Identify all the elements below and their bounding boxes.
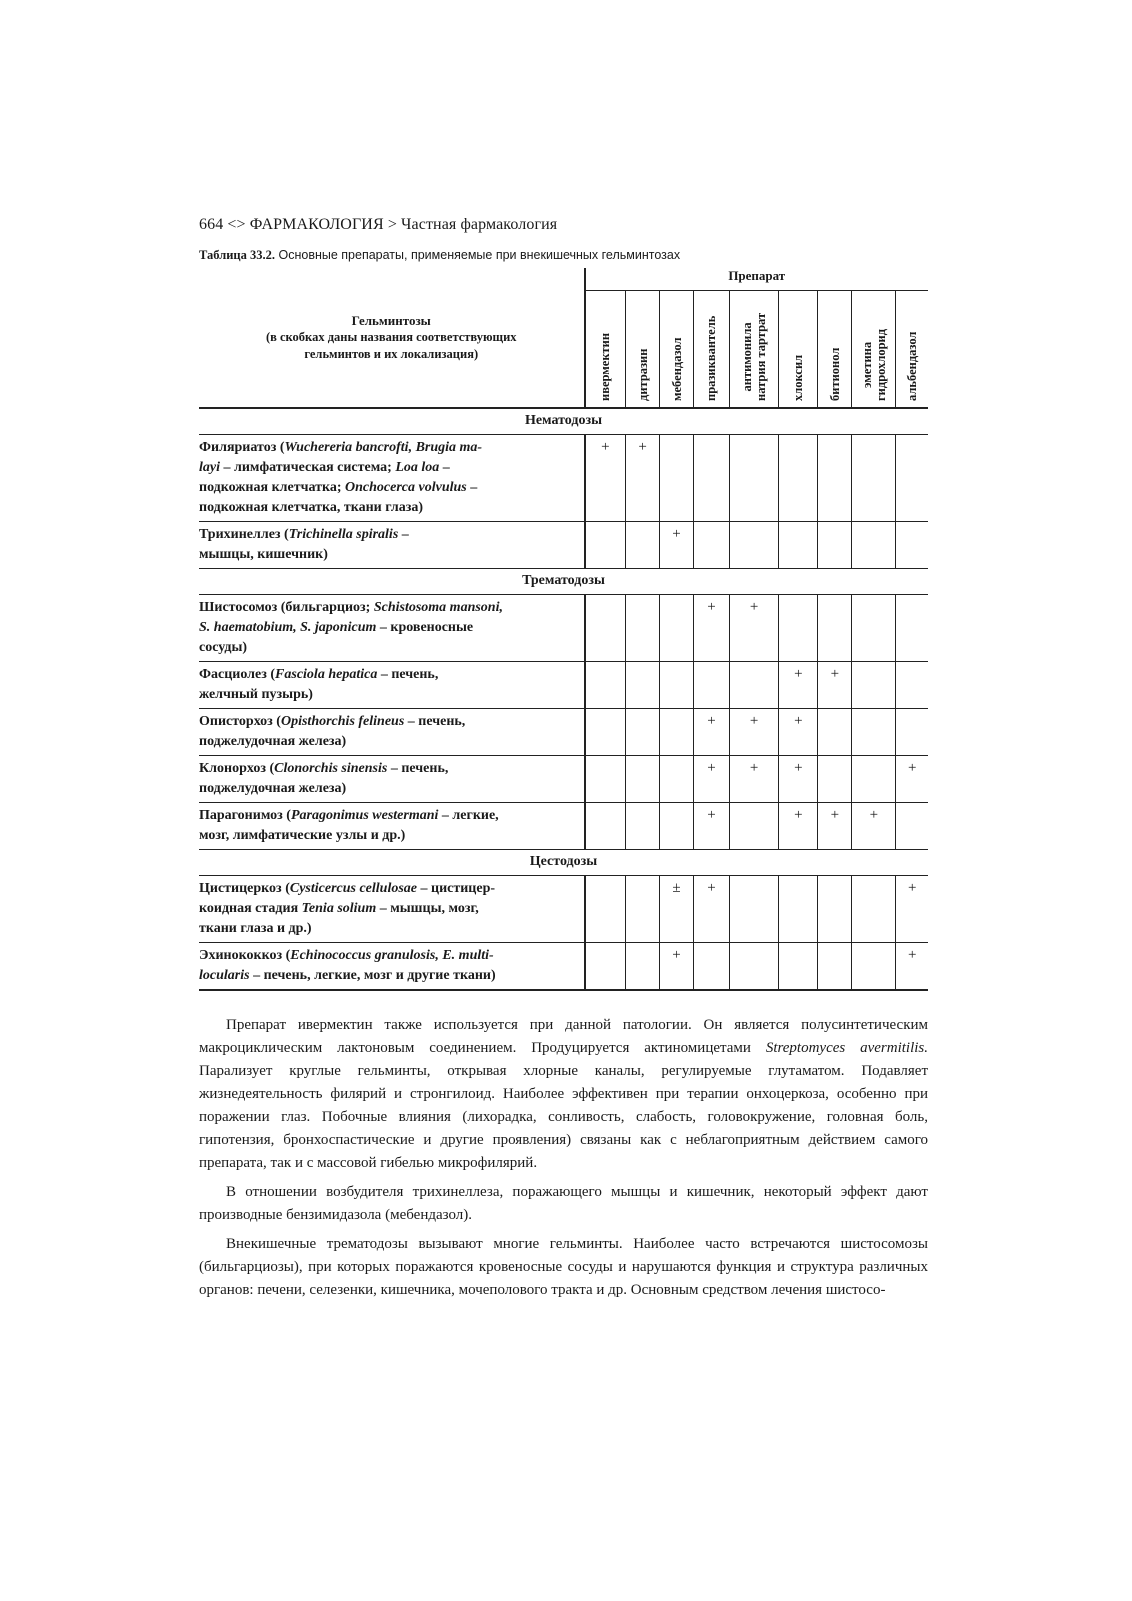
table-row bbox=[199, 435, 928, 522]
helminthoses-header-line2: (в скобках даны названия соответствующих bbox=[265, 330, 517, 344]
helminthosis-name: Парагонимоз (Paragonimus westermani – легкие, мозг, лимфатические узлы и др.) bbox=[199, 803, 585, 850]
drug-mark-cell: + bbox=[693, 803, 729, 850]
helminthosis-name: Цистицеркоз (Cysticercus cellulosae – цистицер- коидная стадия Tenia solium – мышцы, мозг, ткани глаза и др.) bbox=[199, 876, 585, 943]
table-caption-label: Таблица 33.2. bbox=[199, 248, 276, 262]
drug-mark-cell bbox=[585, 595, 626, 662]
drug-mark-cell bbox=[660, 435, 694, 522]
drug-mark-cell bbox=[660, 662, 694, 709]
drug-mark-cell bbox=[779, 943, 818, 991]
table-caption-text: Основные препараты, применяемые при внекишечных гельминтозах bbox=[278, 248, 681, 262]
drug-name: эметина гидрохлорид bbox=[859, 328, 888, 401]
drug-mark-cell bbox=[818, 756, 852, 803]
drug-mark-cell bbox=[896, 435, 928, 522]
drug-mark-cell: + bbox=[693, 876, 729, 943]
drug-mark-cell bbox=[693, 943, 729, 991]
helminthosis-name: Шистосомоз (бильгарциоз; Schistosoma mansoni, S. haematobium, S. japonicum – кровеносные сосуды) bbox=[199, 595, 585, 662]
drug-mark-cell: + bbox=[818, 803, 852, 850]
drug-mark-cell: ± bbox=[660, 876, 694, 943]
drug-mark-cell bbox=[852, 595, 896, 662]
body-paragraph: В отношении возбудителя трихинеллеза, поражающего мышцы и кишечник, некоторый эффект дают производные бензимидазола (мебендазол). bbox=[199, 1184, 928, 1223]
running-header: 664 <> ФАРМАКОЛОГИЯ > Частная фармакология bbox=[199, 216, 558, 233]
helminthoses-header-line1: Гельминтозы bbox=[351, 313, 431, 328]
drug-mark-cell bbox=[852, 662, 896, 709]
drug-name: альбендазол bbox=[905, 331, 920, 401]
drug-mark-cell bbox=[852, 709, 896, 756]
drug-mark-cell bbox=[626, 756, 660, 803]
drug-mark-cell bbox=[585, 943, 626, 991]
drug-mark-cell bbox=[585, 803, 626, 850]
table-row bbox=[199, 522, 928, 569]
drug-mark-cell bbox=[660, 756, 694, 803]
drug-column-header bbox=[779, 291, 818, 409]
drug-mark-cell bbox=[693, 435, 729, 522]
drug-mark-cell: + bbox=[693, 756, 729, 803]
drug-mark-cell: + bbox=[779, 662, 818, 709]
drug-column-header bbox=[852, 291, 896, 409]
helminthosis-name: Клонорхоз (Clonorchis sinensis – печень, поджелудочная железа) bbox=[199, 756, 585, 803]
drug-mark-cell bbox=[626, 522, 660, 569]
table-row bbox=[199, 662, 928, 709]
drug-mark-cell bbox=[779, 522, 818, 569]
drug-mark-cell bbox=[729, 803, 778, 850]
drug-mark-cell bbox=[585, 876, 626, 943]
drug-mark-cell bbox=[729, 662, 778, 709]
drug-mark-cell: + bbox=[779, 709, 818, 756]
drug-mark-cell: + bbox=[660, 943, 694, 991]
section-title: Цестодозы bbox=[199, 850, 928, 876]
drug-mark-cell bbox=[818, 595, 852, 662]
drug-mark-cell bbox=[896, 803, 928, 850]
drug-mark-cell: + bbox=[729, 709, 778, 756]
drugs-table bbox=[199, 268, 928, 991]
drug-mark-cell bbox=[729, 943, 778, 991]
drug-mark-cell bbox=[852, 522, 896, 569]
drug-column-header bbox=[626, 291, 660, 409]
table-row bbox=[199, 756, 928, 803]
drug-mark-cell bbox=[852, 435, 896, 522]
drug-column-header bbox=[660, 291, 694, 409]
drug-mark-cell bbox=[818, 435, 852, 522]
body-text bbox=[199, 1014, 928, 1302]
drug-name: хлоксил bbox=[791, 354, 806, 401]
drug-mark-cell: + bbox=[818, 662, 852, 709]
drug-column-header bbox=[585, 291, 626, 409]
drug-mark-cell bbox=[896, 662, 928, 709]
drug-column-header bbox=[896, 291, 928, 409]
drug-column-header bbox=[818, 291, 852, 409]
drug-mark-cell bbox=[729, 435, 778, 522]
drug-mark-cell bbox=[779, 595, 818, 662]
drug-mark-cell bbox=[779, 435, 818, 522]
drug-mark-cell bbox=[626, 943, 660, 991]
helminthoses-header bbox=[199, 268, 585, 408]
drug-mark-cell bbox=[660, 595, 694, 662]
drug-mark-cell bbox=[693, 522, 729, 569]
table-row bbox=[199, 709, 928, 756]
drug-mark-cell bbox=[626, 662, 660, 709]
helminthosis-name: Трихинеллез (Trichinella spiralis – мышцы, кишечник) bbox=[199, 522, 585, 569]
helminthosis-name: Эхинококкоз (Echinococcus granulosis, E. multi- locularis – печень, легкие, мозг и другие ткани) bbox=[199, 943, 585, 991]
drug-mark-cell bbox=[693, 662, 729, 709]
table-caption bbox=[199, 248, 680, 263]
drug-mark-cell bbox=[818, 943, 852, 991]
drug-mark-cell: + bbox=[626, 435, 660, 522]
drug-mark-cell: + bbox=[585, 435, 626, 522]
drug-mark-cell: + bbox=[779, 803, 818, 850]
section-title: Нематодозы bbox=[199, 408, 928, 435]
drug-mark-cell bbox=[852, 943, 896, 991]
drug-mark-cell bbox=[852, 756, 896, 803]
table-row bbox=[199, 943, 928, 991]
drug-name: битионол bbox=[827, 347, 842, 401]
drug-mark-cell bbox=[818, 876, 852, 943]
drug-mark-cell bbox=[818, 709, 852, 756]
body-paragraph: Препарат ивермектин также используется при данной патологии. Он является полусинтетическим макроциклическим лактоновым соединением. Продуцируется актиномицетами Streptomyces avermitilis. Парализует круглые гельминты, открывая хлорные каналы, регулируемые глутаматом. Подавляет жизнедеятельность филярий и стронгилоид. Наиболее эффективен при терапии онхоцеркоза, особенно при поражении глаз. Побочные влияния (лихорадка, сонливость, слабость, головокружение, головная боль, гипотензия, бронхоспастические и другие проявления) связаны как с неблагоприятным действием самого препарата, так и с массовой гибелью микрофилярий. bbox=[199, 1017, 929, 1171]
drug-mark-cell: + bbox=[729, 756, 778, 803]
drug-mark-cell: + bbox=[693, 595, 729, 662]
drug-mark-cell bbox=[585, 756, 626, 803]
section-title: Трематодозы bbox=[199, 569, 928, 595]
drug-name: мебендазол bbox=[669, 337, 684, 401]
drug-mark-cell bbox=[852, 876, 896, 943]
drug-mark-cell: + bbox=[729, 595, 778, 662]
drug-mark-cell: + bbox=[896, 876, 928, 943]
drug-name: празиквантель bbox=[704, 315, 719, 401]
drug-mark-cell bbox=[585, 522, 626, 569]
drug-mark-cell bbox=[660, 803, 694, 850]
drug-mark-cell bbox=[660, 709, 694, 756]
drug-name: дитразин bbox=[635, 348, 650, 401]
drug-mark-cell bbox=[585, 709, 626, 756]
drug-mark-cell bbox=[896, 595, 928, 662]
drug-mark-cell: + bbox=[896, 756, 928, 803]
drug-mark-cell bbox=[626, 876, 660, 943]
drug-mark-cell bbox=[626, 803, 660, 850]
drug-mark-cell bbox=[896, 522, 928, 569]
drug-mark-cell bbox=[729, 522, 778, 569]
drug-column-header bbox=[693, 291, 729, 409]
drug-mark-cell: + bbox=[779, 756, 818, 803]
helminthosis-name: Фасциолез (Fasciola hepatica – печень, желчный пузырь) bbox=[199, 662, 585, 709]
helminthoses-header-line3: гельминтов и их локализация) bbox=[304, 347, 479, 361]
table-row bbox=[199, 595, 928, 662]
drug-name: ивермектин bbox=[598, 332, 613, 401]
drug-mark-cell bbox=[626, 595, 660, 662]
drug-mark-cell bbox=[818, 522, 852, 569]
table-row bbox=[199, 876, 928, 943]
body-paragraph: Внекишечные трематодозы вызывают многие гельминты. Наиболее часто встречаются шистосомозы (бильгарциозы), при которых поражаются кровеносные сосуды и нарушаются функция и структура различных органов: печени, селезенки, кишечника, мочеполового тракта и др. Основным средством лечения шистосо- bbox=[199, 1236, 928, 1298]
drug-mark-cell bbox=[779, 876, 818, 943]
helminthosis-name: Филяриатоз (Wuchereria bancrofti, Brugia ma- layi – лимфатическая система; Loa loa – подкожная клетчатка; Onchocerca volvulus – подкожная клетчатка, ткани глаза) bbox=[199, 435, 585, 522]
helminthosis-name: Описторхоз (Opisthorchis felineus – печень, поджелудочная железа) bbox=[199, 709, 585, 756]
drug-name: антимонила натрия тартрат bbox=[740, 312, 769, 401]
drug-mark-cell bbox=[626, 709, 660, 756]
drug-mark-cell bbox=[585, 662, 626, 709]
drug-mark-cell: + bbox=[852, 803, 896, 850]
drug-mark-cell: + bbox=[896, 943, 928, 991]
drug-mark-cell: + bbox=[660, 522, 694, 569]
drug-column-header bbox=[729, 291, 778, 409]
drug-group-header: Препарат bbox=[585, 268, 928, 291]
table-row bbox=[199, 803, 928, 850]
drug-mark-cell: + bbox=[693, 709, 729, 756]
drug-mark-cell bbox=[729, 876, 778, 943]
drug-mark-cell bbox=[896, 709, 928, 756]
